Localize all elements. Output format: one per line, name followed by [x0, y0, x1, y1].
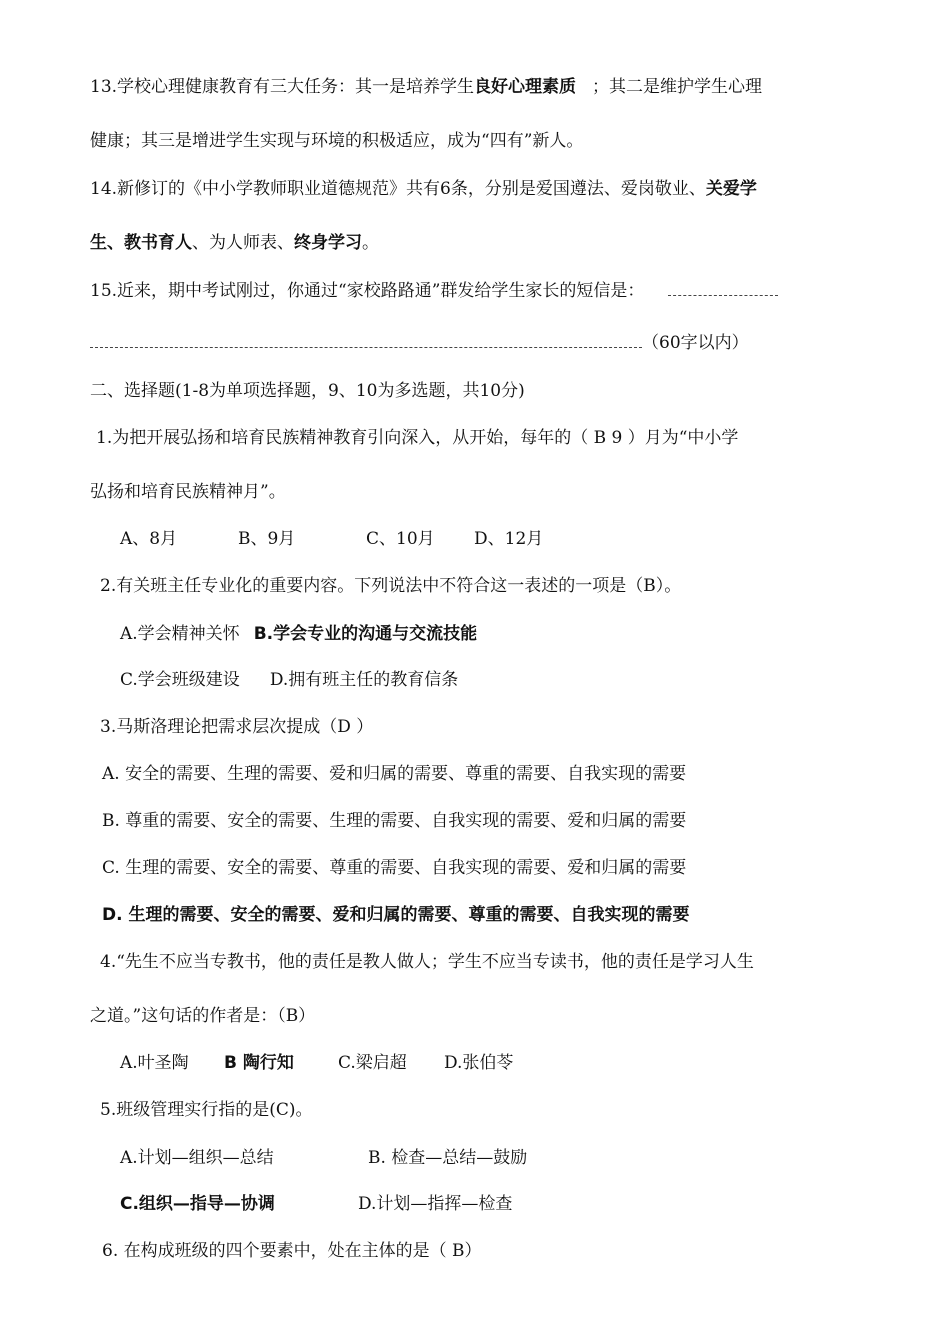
c4-option-a[interactable]: A.叶圣陶 — [120, 1053, 189, 1073]
q14-text-d: 。 — [362, 233, 379, 253]
c1-line1: 1.为把开展弘扬和培育民族精神教育引向深入，从开始，每年的（ B 9 ）月为“中小学 — [96, 428, 739, 448]
c1-option-d[interactable]: D、12月 — [474, 529, 544, 549]
section2-heading: 二、选择题(1-8为单项选择题，9、10为多选题，共10分) — [90, 381, 525, 401]
c1-options — [120, 528, 543, 550]
q14-text-a: 14.新修订的《中小学教师职业道德规范》共有6条，分别是爱国遵法、爱岗敬业、 — [90, 179, 706, 199]
c1-option-a[interactable]: A、8月 — [120, 529, 178, 549]
q13-line2: 健康；其三是增进学生实现与环境的积极适应，成为“四有”新人。 — [90, 131, 584, 151]
q15-blank-2[interactable] — [90, 333, 642, 348]
q14-line2 — [90, 232, 379, 254]
c4-line2: 之道。”这句话的作者是：（B） — [90, 1006, 316, 1026]
c1-option-c[interactable]: C、10月 — [366, 529, 435, 549]
q13-text-a: 13.学校心理健康教育有三大任务：其一是培养学生 — [90, 77, 475, 97]
q15-text: 15.近来，期中考试刚过，你通过“家校路路通”群发给学生家长的短信是： — [90, 281, 645, 301]
c3-option-a[interactable]: A. 安全的需要、生理的需要、爱和归属的需要、尊重的需要、自我实现的需要 — [102, 764, 687, 784]
c4-line1: 4.“先生不应当专教书，他的责任是教人做人；学生不应当专读书，他的责任是学习人生 — [100, 952, 754, 972]
c5-options-row2 — [120, 1193, 512, 1215]
c2-option-d[interactable]: D.拥有班主任的教育信条 — [269, 670, 459, 690]
c1-option-b[interactable]: B、9月 — [238, 529, 296, 549]
q14-text-b: 、为人师表、 — [192, 233, 294, 253]
q14-answer-1b: 生、教书育人 — [90, 233, 192, 253]
c3-option-d[interactable]: D. 生理的需要、安全的需要、爱和归属的需要、尊重的需要、自我实现的需要 — [102, 905, 690, 925]
q13-answer: 良好心理素质 — [474, 77, 577, 97]
c3-stem: 3.马斯洛理论把需求层次提成（D ） — [100, 717, 374, 737]
q14-answer-2: 终身学习 — [294, 233, 362, 253]
c5-option-b[interactable]: B. 检查—总结—鼓励 — [368, 1148, 528, 1168]
c4-option-c[interactable]: C.梁启超 — [338, 1053, 407, 1073]
q13-line1 — [90, 76, 762, 98]
c5-option-d[interactable]: D.计划—指挥—检查 — [358, 1194, 513, 1214]
c2-option-b[interactable]: B.学会专业的沟通与交流技能 — [253, 624, 478, 644]
c2-option-a[interactable]: A.学会精神关怀 — [120, 624, 240, 644]
c5-stem: 5.班级管理实行指的是(C)。 — [100, 1100, 313, 1120]
q15-note: （60字以内） — [642, 333, 749, 353]
c1-line2: 弘扬和培育民族精神月”。 — [90, 482, 286, 502]
c3-option-c[interactable]: C. 生理的需要、安全的需要、尊重的需要、自我实现的需要、爱和归属的需要 — [102, 858, 687, 878]
q15-line2 — [90, 332, 749, 354]
c2-options-row2 — [120, 669, 458, 691]
q15-blank-1[interactable] — [668, 281, 778, 296]
c2-options-row1 — [120, 623, 477, 645]
q14-line1 — [90, 178, 757, 200]
c2-stem: 2.有关班主任专业化的重要内容。下列说法中不符合这一表述的一项是（B）。 — [100, 576, 682, 596]
c6-stem: 6. 在构成班级的四个要素中，处在主体的是（ B） — [102, 1241, 482, 1261]
c4-option-b[interactable]: B 陶行知 — [224, 1053, 294, 1073]
c5-option-a[interactable]: A.计划—组织—总结 — [120, 1148, 274, 1168]
c4-option-d[interactable]: D.张伯苓 — [444, 1053, 514, 1073]
c5-option-c[interactable]: C.组织—指导—协调 — [120, 1194, 275, 1214]
q13-text-c: ；其二是维护学生心理 — [592, 77, 763, 97]
c3-option-b[interactable]: B. 尊重的需要、安全的需要、生理的需要、自我实现的需要、爱和归属的需要 — [102, 811, 687, 831]
c2-option-c[interactable]: C.学会班级建设 — [120, 670, 240, 690]
q14-answer-1a: 关爱学 — [705, 179, 757, 199]
q15-line1 — [90, 280, 778, 302]
c4-options — [120, 1052, 513, 1074]
c5-options-row1 — [120, 1147, 527, 1169]
